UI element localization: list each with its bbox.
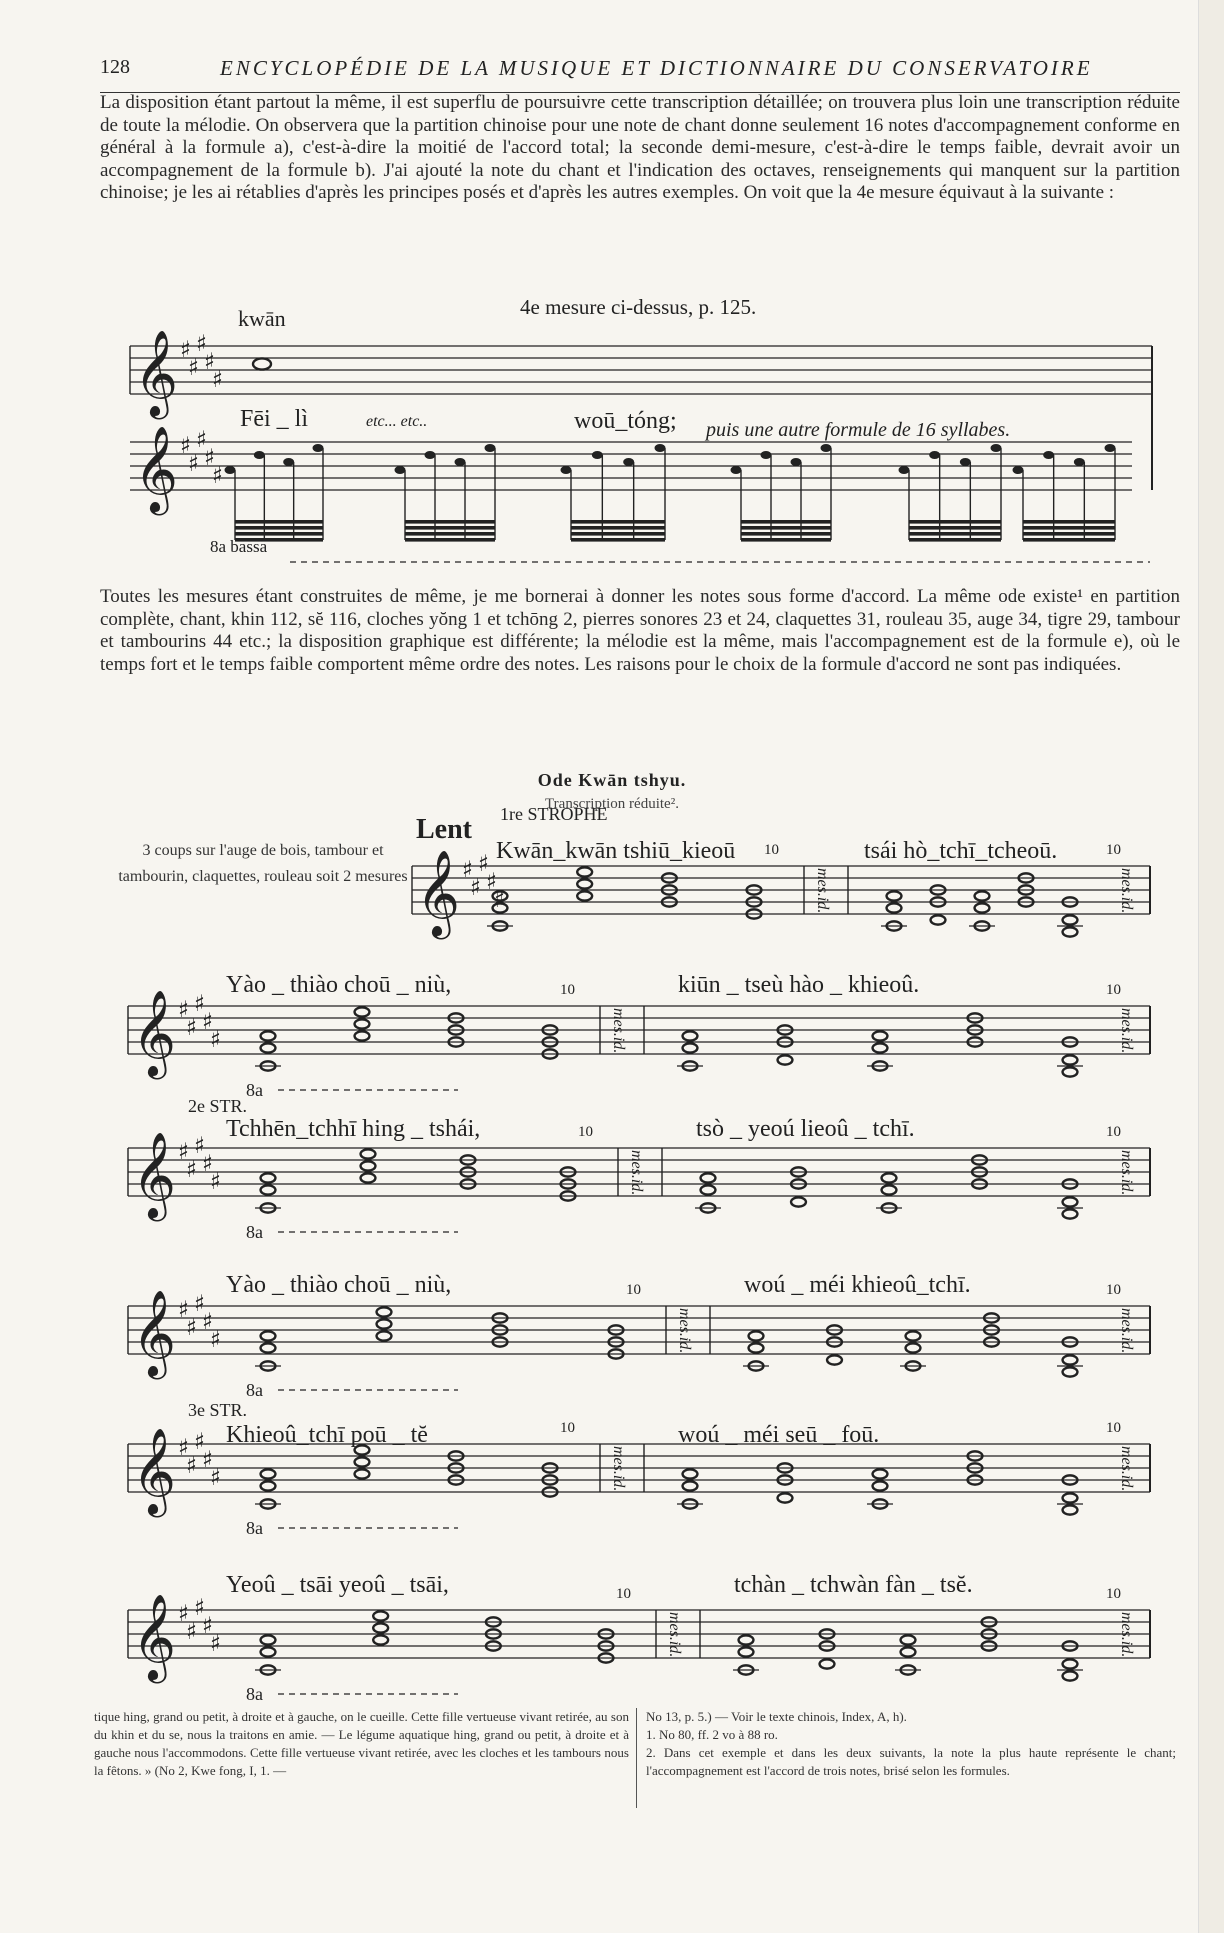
note-head bbox=[623, 458, 634, 466]
page-number: 128 bbox=[100, 56, 130, 78]
sharp-icon: ♯ bbox=[210, 1630, 222, 1657]
whole-note bbox=[873, 1031, 888, 1040]
sharp-icon: ♯ bbox=[470, 874, 482, 901]
footnote-left: tique hing, grand ou petit, à droite et à gauche, on le cueille. Cette fille vertueuse vivant retirée, au son du khin et du se, nous la traitons en amie. — Le légume aquatique hing, grand ou petit, à droite et à gauche nous l'accommodons. Cette fille vertueuse vivant retirée, avec les cloches et les tambours nous la fêtons. » (No 2, Kwe fong, I, 1. — bbox=[94, 1709, 629, 1778]
whole-note bbox=[931, 915, 946, 924]
whole-note bbox=[683, 1043, 698, 1052]
multi-rest-mark: 10 bbox=[616, 1586, 631, 1602]
paragraph-1: La disposition étant partout la même, il est superflu de poursuivre cette transcription détaillée; on trouvera plus loin une transcription réduite de toute la mélodie. On observera que la partition chinoise pour une note de chant donne seulement 16 notes d'accompagnement conforme en général à la formule a), c'est-à-dire la moitié de l'accord total; la seconde demi-mesure, c'est-à-dire le temps faible, devrait avoir un accompagnement de la formule b). J'ai ajouté la note du chant et l'indication des octaves, renseignements qui manquent sur la partition chinoise; je les ai rétablies d'après les principes posés et d'après les autres exemples. On voit que la 4e mesure équivaut à la suivante : bbox=[100, 92, 1180, 203]
whole-note bbox=[1063, 1197, 1078, 1206]
strophe-label: 3e STR. bbox=[188, 1400, 248, 1420]
whole-note bbox=[373, 1635, 388, 1644]
mes-id-mark: mes.id. bbox=[1118, 1150, 1135, 1196]
whole-note bbox=[739, 1647, 754, 1656]
whole-note bbox=[906, 1343, 921, 1352]
whole-note bbox=[1063, 927, 1078, 936]
whole-note bbox=[827, 1355, 842, 1364]
note-head bbox=[425, 451, 436, 459]
note-beam bbox=[741, 520, 831, 524]
whole-note bbox=[577, 867, 592, 876]
note-beam bbox=[405, 520, 495, 524]
sharp-icon: ♯ bbox=[212, 462, 224, 489]
whole-note bbox=[1063, 1209, 1078, 1218]
whole-note bbox=[882, 1185, 897, 1194]
mes-id-mark: mes.id. bbox=[610, 1446, 627, 1492]
note-head bbox=[592, 451, 603, 459]
sharp-icon: ♯ bbox=[186, 1156, 198, 1183]
note-beam bbox=[571, 532, 665, 536]
footnote-2: 2. Dans cet exemple et dans les deux suivants, la note la plus haute représente le chant; l'accompagnement est l'accord de trois notes, brisé selon les formules. bbox=[646, 1745, 1176, 1778]
note-head bbox=[1013, 466, 1024, 474]
sharp-icon: ♯ bbox=[212, 366, 224, 393]
mes-id-mark: mes.id. bbox=[1118, 1308, 1135, 1354]
sharp-icon: ♯ bbox=[202, 1008, 214, 1035]
lyric-first-half: Yeoû _ tsāi yeoû _ tsāi, bbox=[226, 1572, 449, 1598]
whole-note bbox=[739, 1635, 754, 1644]
whole-note bbox=[253, 358, 271, 369]
sharp-icon: ♯ bbox=[210, 1464, 222, 1491]
octave-mark: 8a bbox=[246, 1518, 263, 1538]
multi-rest-mark: 10 bbox=[578, 1124, 593, 1140]
sharp-icon: ♯ bbox=[204, 348, 216, 375]
sharp-icon: ♯ bbox=[196, 330, 208, 357]
octave-bassa-mark: 8a bassa bbox=[210, 537, 268, 556]
mes-id-mark: mes.id. bbox=[666, 1612, 683, 1658]
sharp-icon: ♯ bbox=[178, 1600, 190, 1627]
note-beam bbox=[1023, 520, 1115, 524]
whole-note bbox=[887, 903, 902, 912]
multi-rest-mark: 10 bbox=[1106, 1586, 1121, 1602]
lyric-first-half: Yào _ thiào choū _ niù, bbox=[226, 972, 452, 998]
note-beam bbox=[1023, 538, 1115, 542]
note-beam bbox=[235, 526, 323, 530]
whole-note bbox=[778, 1493, 793, 1502]
whole-note bbox=[261, 1647, 276, 1656]
footnote-1: 1. No 80, ff. 2 vo à 88 ro. bbox=[646, 1727, 778, 1742]
whole-note bbox=[873, 1481, 888, 1490]
whole-note bbox=[791, 1197, 806, 1206]
treble-clef-icon: 𝄞 bbox=[416, 849, 460, 936]
whole-note bbox=[873, 1469, 888, 1478]
sharp-icon: ♯ bbox=[178, 1138, 190, 1165]
note-beam bbox=[1023, 532, 1115, 536]
whole-note bbox=[361, 1173, 376, 1182]
note-head bbox=[761, 451, 772, 459]
note-head bbox=[485, 444, 496, 452]
note-beam bbox=[909, 538, 1001, 542]
multi-rest-mark: 10 bbox=[560, 982, 575, 998]
multi-rest-mark: 10 bbox=[626, 1282, 641, 1298]
sharp-icon: ♯ bbox=[210, 1326, 222, 1353]
mes-id-mark: mes.id. bbox=[1118, 1008, 1135, 1054]
sharp-icon: ♯ bbox=[202, 1308, 214, 1335]
sharp-icon: ♯ bbox=[194, 1290, 206, 1317]
strophe-1-label: 1re STROPHE bbox=[500, 804, 608, 824]
whole-note bbox=[377, 1307, 392, 1316]
sharp-icon: ♯ bbox=[186, 1014, 198, 1041]
sharp-icon: ♯ bbox=[186, 1452, 198, 1479]
lyric-first-half: Yào _ thiào choū _ niù, bbox=[226, 1272, 452, 1298]
sharp-icon: ♯ bbox=[478, 850, 490, 877]
whole-note bbox=[1063, 1367, 1078, 1376]
whole-note bbox=[261, 1481, 276, 1490]
note-beam bbox=[235, 532, 323, 536]
note-beam bbox=[405, 538, 495, 542]
mes-id-mark: mes.id. bbox=[676, 1308, 693, 1354]
sharp-icon: ♯ bbox=[210, 1168, 222, 1195]
lyric-first-half: Kwān_kwān tshiū_kieoū bbox=[496, 838, 736, 864]
whole-note bbox=[887, 891, 902, 900]
sharp-icon: ♯ bbox=[486, 868, 498, 895]
note-beam bbox=[741, 538, 831, 542]
whole-note bbox=[1063, 1659, 1078, 1668]
sharp-icon: ♯ bbox=[188, 450, 200, 477]
treble-clef-icon: 𝄞 bbox=[134, 329, 178, 416]
treble-clef-icon: 𝄞 bbox=[132, 989, 176, 1076]
whole-note bbox=[377, 1319, 392, 1328]
sharp-icon: ♯ bbox=[202, 1612, 214, 1639]
whole-note bbox=[975, 891, 990, 900]
note-head bbox=[821, 444, 832, 452]
whole-note bbox=[261, 1635, 276, 1644]
sharp-icon: ♯ bbox=[194, 1594, 206, 1621]
whole-note bbox=[749, 1331, 764, 1340]
octave-mark: 8a bbox=[246, 1080, 263, 1100]
whole-note bbox=[261, 1173, 276, 1182]
lyric-second-half: tsò _ yeoú lieoû _ tchī. bbox=[696, 1116, 915, 1142]
whole-note bbox=[683, 1469, 698, 1478]
sharp-icon: ♯ bbox=[494, 886, 506, 913]
whole-note bbox=[373, 1611, 388, 1620]
treble-clef-icon: 𝄞 bbox=[132, 1427, 176, 1514]
treble-clef-icon: 𝄞 bbox=[132, 1289, 176, 1376]
paragraph-2: Toutes les mesures étant construites de même, je me bornerai à donner les notes sous forme d'accord. La même ode existe¹ en partition complète, chant, khin 112, sĕ 116, cloches yŏng 1 et tchōng 2, pierres sonores 23 et 24, claquettes 31, rouleau 35, auge 34, tigre 29, tambour et tambourins 44 etc.; la disposition graphique est différente; la mélodie est la même, mais l'accompagnement est de la formule e), où le temps fort et le temps faible comportent même ordre des notes. Les raisons pour le choix de la formule d'accord ne sont pas indiquées. bbox=[100, 586, 1180, 675]
whole-note bbox=[683, 1481, 698, 1490]
whole-note bbox=[261, 1185, 276, 1194]
treble-clef-icon: 𝄞 bbox=[134, 425, 178, 512]
multi-rest-mark: 10 bbox=[1106, 842, 1121, 858]
multi-rest-mark: 10 bbox=[1106, 1124, 1121, 1140]
lyric-second-half: kiūn _ tseù hào _ khieoû. bbox=[678, 972, 920, 998]
note-beam bbox=[235, 520, 323, 524]
whole-note bbox=[701, 1173, 716, 1182]
whole-note bbox=[361, 1161, 376, 1170]
note-head bbox=[1043, 451, 1054, 459]
whole-note bbox=[261, 1043, 276, 1052]
whole-note bbox=[749, 1343, 764, 1352]
note-beam bbox=[741, 526, 831, 530]
whole-note bbox=[355, 1019, 370, 1028]
note-head bbox=[960, 458, 971, 466]
lyric-second-half: woú _ méi khieoû_tchī. bbox=[744, 1272, 971, 1298]
sharp-icon: ♯ bbox=[180, 336, 192, 363]
whole-note bbox=[901, 1635, 916, 1644]
whole-note bbox=[1063, 1355, 1078, 1364]
ode-subtitle: Transcription réduite². bbox=[545, 796, 679, 812]
whole-note bbox=[701, 1185, 716, 1194]
sharp-icon: ♯ bbox=[202, 1150, 214, 1177]
sharp-icon: ♯ bbox=[194, 1428, 206, 1455]
mes-id-mark: mes.id. bbox=[628, 1150, 645, 1196]
multi-rest-mark: 10 bbox=[1106, 1420, 1121, 1436]
whole-note bbox=[1063, 1067, 1078, 1076]
whole-note bbox=[975, 903, 990, 912]
whole-note bbox=[901, 1647, 916, 1656]
whole-note bbox=[361, 1149, 376, 1158]
example-note: 4e mesure ci-dessus, p. 125. bbox=[520, 295, 757, 319]
whole-note bbox=[355, 1457, 370, 1466]
mes-id-mark: mes.id. bbox=[1118, 868, 1135, 914]
note-beam bbox=[741, 532, 831, 536]
whole-note bbox=[882, 1173, 897, 1182]
note-head bbox=[929, 451, 940, 459]
whole-note bbox=[261, 1469, 276, 1478]
strophe-label: 2e STR. bbox=[188, 1096, 248, 1116]
whole-note bbox=[373, 1623, 388, 1632]
whole-note bbox=[1063, 1505, 1078, 1514]
note-head bbox=[899, 466, 910, 474]
octave-mark: 8a bbox=[246, 1222, 263, 1242]
footnote-right bbox=[646, 1708, 1176, 1818]
side-note: 3 coups sur l'auge de bois, tambour et tambourin, claquettes, rouleau soit 2 mesures bbox=[118, 842, 408, 885]
note-head bbox=[254, 451, 265, 459]
sharp-icon: ♯ bbox=[180, 432, 192, 459]
lyric-second-half: woú _ méi seū _ foū. bbox=[678, 1422, 880, 1448]
note-head bbox=[731, 466, 742, 474]
note-head bbox=[791, 458, 802, 466]
whole-note bbox=[1063, 915, 1078, 924]
whole-note bbox=[820, 1659, 835, 1668]
note-beam bbox=[909, 532, 1001, 536]
mes-id-mark: mes.id. bbox=[610, 1008, 627, 1054]
note-head bbox=[991, 444, 1002, 452]
whole-note bbox=[778, 1055, 793, 1064]
sharp-icon: ♯ bbox=[186, 1618, 198, 1645]
whole-note bbox=[261, 1031, 276, 1040]
note-head bbox=[283, 458, 294, 466]
note-beam bbox=[1023, 526, 1115, 530]
octave-mark: 8a bbox=[246, 1380, 263, 1400]
lyric-second-half: tchàn _ tchwàn fàn _ tsĕ. bbox=[734, 1572, 973, 1598]
mes-id-mark: mes.id. bbox=[1118, 1612, 1135, 1658]
sharp-icon: ♯ bbox=[178, 1296, 190, 1323]
note-beam bbox=[571, 526, 665, 530]
example-lyric-1: Fēi _ lì bbox=[240, 406, 309, 432]
example-lyric-2: woū_tóng; bbox=[574, 408, 677, 434]
example-syllable-top: kwān bbox=[238, 306, 286, 331]
tempo-mark: Lent bbox=[416, 814, 472, 845]
note-beam bbox=[405, 532, 495, 536]
example-lyric-etc: etc... etc.. bbox=[366, 413, 428, 430]
sharp-icon: ♯ bbox=[194, 1132, 206, 1159]
sharp-icon: ♯ bbox=[462, 856, 474, 883]
note-head bbox=[1074, 458, 1085, 466]
footnote-continued: No 13, p. 5.) — Voir le texte chinois, Index, A, h). bbox=[646, 1709, 907, 1724]
whole-note bbox=[355, 1031, 370, 1040]
whole-note bbox=[1063, 1055, 1078, 1064]
note-beam bbox=[571, 538, 665, 542]
sharp-icon: ♯ bbox=[188, 354, 200, 381]
note-head bbox=[1105, 444, 1116, 452]
whole-note bbox=[377, 1331, 392, 1340]
multi-rest-mark: 10 bbox=[1106, 982, 1121, 998]
note-head bbox=[225, 466, 236, 474]
lyric-first-half: Khieoû_tchī poū _ tĕ bbox=[226, 1422, 428, 1448]
sharp-icon: ♯ bbox=[196, 426, 208, 453]
sharp-icon: ♯ bbox=[186, 1314, 198, 1341]
note-beam bbox=[909, 526, 1001, 530]
sharp-icon: ♯ bbox=[202, 1446, 214, 1473]
note-head bbox=[455, 458, 466, 466]
whole-note bbox=[355, 1007, 370, 1016]
mes-id-mark: mes.id. bbox=[814, 868, 831, 914]
footnote-divider bbox=[636, 1708, 637, 1808]
mes-id-mark: mes.id. bbox=[1118, 1446, 1135, 1492]
example-lyric-3: puis une autre formule de 16 syllabes. bbox=[706, 419, 1011, 441]
octave-mark: 8a bbox=[246, 1684, 263, 1704]
sharp-icon: ♯ bbox=[178, 996, 190, 1023]
whole-note bbox=[906, 1331, 921, 1340]
note-beam bbox=[571, 520, 665, 524]
sharp-icon: ♯ bbox=[210, 1026, 222, 1053]
note-head bbox=[395, 466, 406, 474]
note-beam bbox=[909, 520, 1001, 524]
ode-title: Ode Kwān tshyu. bbox=[537, 770, 687, 790]
note-head bbox=[655, 444, 666, 452]
whole-note bbox=[683, 1031, 698, 1040]
note-head bbox=[561, 466, 572, 474]
lyric-first-half: Tchhēn_tchhī hing _ tshái, bbox=[226, 1116, 481, 1142]
multi-rest-mark: 10 bbox=[560, 1420, 575, 1436]
whole-note bbox=[873, 1043, 888, 1052]
whole-note bbox=[577, 879, 592, 888]
treble-clef-icon: 𝄞 bbox=[132, 1131, 176, 1218]
whole-note bbox=[577, 891, 592, 900]
multi-rest-mark: 10 bbox=[1106, 1282, 1121, 1298]
whole-note bbox=[261, 1331, 276, 1340]
sharp-icon: ♯ bbox=[204, 444, 216, 471]
whole-note bbox=[1063, 1493, 1078, 1502]
running-title: ENCYCLOPÉDIE DE LA MUSIQUE ET DICTIONNAIRE DU CONSERVATOIRE bbox=[220, 56, 1093, 80]
lyric-second-half: tsái hò_tchī_tcheoū. bbox=[864, 838, 1058, 864]
note-beam bbox=[405, 526, 495, 530]
treble-clef-icon: 𝄞 bbox=[132, 1593, 176, 1680]
sharp-icon: ♯ bbox=[194, 990, 206, 1017]
whole-note bbox=[355, 1469, 370, 1478]
sharp-icon: ♯ bbox=[178, 1434, 190, 1461]
whole-note bbox=[1063, 1671, 1078, 1680]
whole-note bbox=[261, 1343, 276, 1352]
multi-rest-mark: 10 bbox=[764, 842, 779, 858]
note-head bbox=[313, 444, 324, 452]
